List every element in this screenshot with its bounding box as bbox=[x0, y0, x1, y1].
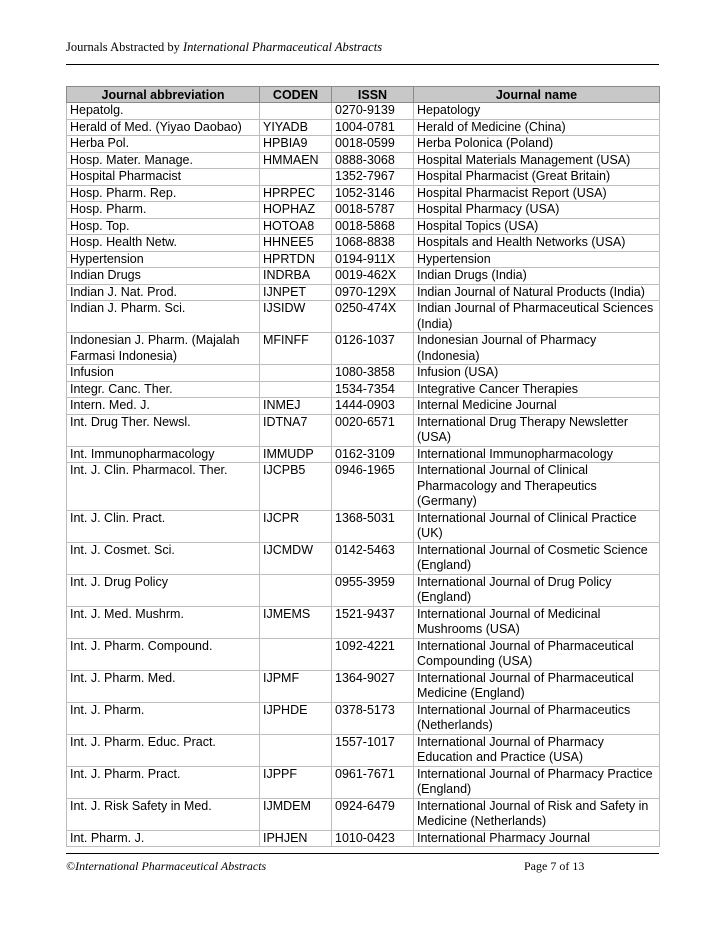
cell-journal-name: Indian Drugs (India) bbox=[414, 268, 660, 285]
cell-issn: 1352-7967 bbox=[332, 169, 414, 186]
cell-abbreviation: Indonesian J. Pharm. (Majalah Farmasi Indonesia) bbox=[67, 333, 260, 365]
table-row bbox=[67, 606, 660, 638]
table-row bbox=[67, 830, 660, 847]
cell-abbreviation: Infusion bbox=[67, 365, 260, 382]
cell-coden bbox=[260, 381, 332, 398]
cell-abbreviation: Int. J. Pharm. Pract. bbox=[67, 766, 260, 798]
table-row bbox=[67, 185, 660, 202]
cell-abbreviation: Int. J. Cosmet. Sci. bbox=[67, 542, 260, 574]
cell-journal-name: International Journal of Clinical Pharmacology and Therapeutics (Germany) bbox=[414, 463, 660, 511]
cell-coden: HPBIA9 bbox=[260, 136, 332, 153]
table-row bbox=[67, 202, 660, 219]
cell-abbreviation: Int. J. Risk Safety in Med. bbox=[67, 798, 260, 830]
cell-abbreviation: Int. Immunopharmacology bbox=[67, 446, 260, 463]
cell-issn: 0194-911X bbox=[332, 251, 414, 268]
cell-journal-name: International Journal of Pharmacy Practice (England) bbox=[414, 766, 660, 798]
cell-coden: IJSIDW bbox=[260, 301, 332, 333]
cell-journal-name: International Journal of Cosmetic Science (England) bbox=[414, 542, 660, 574]
cell-journal-name: Indonesian Journal of Pharmacy (Indonesia) bbox=[414, 333, 660, 365]
cell-abbreviation: Int. J. Pharm. Educ. Pract. bbox=[67, 734, 260, 766]
cell-coden: IMMUDP bbox=[260, 446, 332, 463]
cell-abbreviation: Int. J. Drug Policy bbox=[67, 574, 260, 606]
cell-issn: 0270-9139 bbox=[332, 103, 414, 120]
cell-abbreviation: Int. J. Med. Mushrm. bbox=[67, 606, 260, 638]
table-row bbox=[67, 169, 660, 186]
cell-coden: IJPPF bbox=[260, 766, 332, 798]
table-row bbox=[67, 119, 660, 136]
table-row bbox=[67, 218, 660, 235]
table-row bbox=[67, 510, 660, 542]
cell-issn: 0888-3068 bbox=[332, 152, 414, 169]
cell-coden: HOTOA8 bbox=[260, 218, 332, 235]
cell-coden: IJMDEM bbox=[260, 798, 332, 830]
cell-journal-name: International Pharmacy Journal bbox=[414, 830, 660, 847]
footer-rule bbox=[66, 853, 659, 854]
cell-journal-name: Indian Journal of Pharmaceutical Sciences (India) bbox=[414, 301, 660, 333]
table-header-row bbox=[67, 87, 660, 103]
cell-issn: 0924-6479 bbox=[332, 798, 414, 830]
footer-page-number: Page 7 of 13 bbox=[524, 859, 585, 873]
cell-journal-name: Integrative Cancer Therapies bbox=[414, 381, 660, 398]
cell-issn: 1444-0903 bbox=[332, 398, 414, 415]
cell-coden: INDRBA bbox=[260, 268, 332, 285]
cell-journal-name: Herald of Medicine (China) bbox=[414, 119, 660, 136]
table-row bbox=[67, 670, 660, 702]
table-row bbox=[67, 702, 660, 734]
cell-journal-name: International Immunopharmacology bbox=[414, 446, 660, 463]
table-row bbox=[67, 574, 660, 606]
cell-journal-name: International Drug Therapy Newsletter (USA) bbox=[414, 414, 660, 446]
cell-coden: IJPHDE bbox=[260, 702, 332, 734]
table-row bbox=[67, 798, 660, 830]
table-row bbox=[67, 103, 660, 120]
cell-journal-name: Hospital Pharmacist Report (USA) bbox=[414, 185, 660, 202]
cell-issn: 1092-4221 bbox=[332, 638, 414, 670]
cell-journal-name: International Journal of Risk and Safety in Medicine (Netherlands) bbox=[414, 798, 660, 830]
cell-journal-name: Hospital Pharmacist (Great Britain) bbox=[414, 169, 660, 186]
cell-journal-name: Indian Journal of Natural Products (India) bbox=[414, 284, 660, 301]
cell-abbreviation: Int. J. Pharm. Med. bbox=[67, 670, 260, 702]
cell-abbreviation: Hosp. Mater. Manage. bbox=[67, 152, 260, 169]
cell-abbreviation: Int. J. Clin. Pract. bbox=[67, 510, 260, 542]
cell-abbreviation: Hosp. Health Netw. bbox=[67, 235, 260, 252]
cell-coden: IJCPB5 bbox=[260, 463, 332, 511]
cell-coden bbox=[260, 103, 332, 120]
cell-coden bbox=[260, 574, 332, 606]
cell-journal-name: Herba Polonica (Poland) bbox=[414, 136, 660, 153]
cell-journal-name: Hospitals and Health Networks (USA) bbox=[414, 235, 660, 252]
cell-issn: 0142-5463 bbox=[332, 542, 414, 574]
cell-abbreviation: Hosp. Pharm. Rep. bbox=[67, 185, 260, 202]
table-body bbox=[67, 103, 660, 847]
cell-abbreviation: Herba Pol. bbox=[67, 136, 260, 153]
cell-journal-name: Infusion (USA) bbox=[414, 365, 660, 382]
column-header-abbreviation: Journal abbreviation bbox=[67, 87, 260, 103]
table-row bbox=[67, 542, 660, 574]
cell-journal-name: Hospital Topics (USA) bbox=[414, 218, 660, 235]
cell-coden: IJCMDW bbox=[260, 542, 332, 574]
table-row bbox=[67, 638, 660, 670]
cell-issn: 0955-3959 bbox=[332, 574, 414, 606]
cell-issn: 0378-5173 bbox=[332, 702, 414, 734]
table-row bbox=[67, 365, 660, 382]
cell-issn: 1052-3146 bbox=[332, 185, 414, 202]
cell-coden: INMEJ bbox=[260, 398, 332, 415]
cell-coden bbox=[260, 169, 332, 186]
cell-coden: HMMAEN bbox=[260, 152, 332, 169]
cell-coden: MFINFF bbox=[260, 333, 332, 365]
header-source: International Pharmaceutical Abstracts bbox=[183, 40, 383, 54]
page-header bbox=[66, 40, 382, 55]
cell-coden bbox=[260, 638, 332, 670]
cell-issn: 0946-1965 bbox=[332, 463, 414, 511]
cell-journal-name: Hospital Pharmacy (USA) bbox=[414, 202, 660, 219]
table-row bbox=[67, 463, 660, 511]
cell-coden: HPRTDN bbox=[260, 251, 332, 268]
cell-issn: 0019-462X bbox=[332, 268, 414, 285]
cell-abbreviation: Hypertension bbox=[67, 251, 260, 268]
cell-journal-name: International Journal of Medicinal Mushrooms (USA) bbox=[414, 606, 660, 638]
cell-abbreviation: Intern. Med. J. bbox=[67, 398, 260, 415]
cell-issn: 1368-5031 bbox=[332, 510, 414, 542]
cell-abbreviation: Herald of Med. (Yiyao Daobao) bbox=[67, 119, 260, 136]
cell-issn: 1004-0781 bbox=[332, 119, 414, 136]
cell-coden: IPHJEN bbox=[260, 830, 332, 847]
cell-journal-name: Hepatology bbox=[414, 103, 660, 120]
cell-issn: 0250-474X bbox=[332, 301, 414, 333]
cell-journal-name: International Journal of Pharmacy Education and Practice (USA) bbox=[414, 734, 660, 766]
column-header-journal-name: Journal name bbox=[414, 87, 660, 103]
column-header-issn: ISSN bbox=[332, 87, 414, 103]
cell-issn: 1068-8838 bbox=[332, 235, 414, 252]
footer-copyright: ©International Pharmaceutical Abstracts bbox=[66, 859, 267, 873]
cell-issn: 0126-1037 bbox=[332, 333, 414, 365]
cell-issn: 0970-129X bbox=[332, 284, 414, 301]
cell-journal-name: Hospital Materials Management (USA) bbox=[414, 152, 660, 169]
cell-abbreviation: Integr. Canc. Ther. bbox=[67, 381, 260, 398]
table-row bbox=[67, 381, 660, 398]
header-rule bbox=[66, 64, 659, 65]
cell-abbreviation: Hospital Pharmacist bbox=[67, 169, 260, 186]
table-row bbox=[67, 398, 660, 415]
cell-issn: 1557-1017 bbox=[332, 734, 414, 766]
cell-coden: IJCPR bbox=[260, 510, 332, 542]
cell-issn: 1010-0423 bbox=[332, 830, 414, 847]
journals-table bbox=[66, 86, 660, 847]
table-row bbox=[67, 152, 660, 169]
cell-issn: 0020-6571 bbox=[332, 414, 414, 446]
cell-issn: 0961-7671 bbox=[332, 766, 414, 798]
table-row bbox=[67, 136, 660, 153]
table-row bbox=[67, 301, 660, 333]
cell-coden: IDTNA7 bbox=[260, 414, 332, 446]
table-row bbox=[67, 284, 660, 301]
cell-abbreviation: Int. J. Pharm. bbox=[67, 702, 260, 734]
cell-issn: 1080-3858 bbox=[332, 365, 414, 382]
cell-coden: HPRPEC bbox=[260, 185, 332, 202]
cell-abbreviation: Hepatolg. bbox=[67, 103, 260, 120]
cell-coden: IJMEMS bbox=[260, 606, 332, 638]
table-row bbox=[67, 251, 660, 268]
cell-issn: 0018-5868 bbox=[332, 218, 414, 235]
table-row bbox=[67, 446, 660, 463]
cell-journal-name: International Journal of Pharmaceutical Medicine (England) bbox=[414, 670, 660, 702]
cell-issn: 0162-3109 bbox=[332, 446, 414, 463]
cell-issn: 1534-7354 bbox=[332, 381, 414, 398]
cell-abbreviation: Int. J. Clin. Pharmacol. Ther. bbox=[67, 463, 260, 511]
cell-abbreviation: Hosp. Pharm. bbox=[67, 202, 260, 219]
cell-coden: HOPHAZ bbox=[260, 202, 332, 219]
cell-journal-name: Hypertension bbox=[414, 251, 660, 268]
cell-issn: 1521-9437 bbox=[332, 606, 414, 638]
cell-abbreviation: Int. Drug Ther. Newsl. bbox=[67, 414, 260, 446]
cell-journal-name: International Journal of Clinical Practice (UK) bbox=[414, 510, 660, 542]
cell-coden: HHNEE5 bbox=[260, 235, 332, 252]
cell-journal-name: International Journal of Pharmaceutical Compounding (USA) bbox=[414, 638, 660, 670]
table-row bbox=[67, 734, 660, 766]
cell-coden: IJNPET bbox=[260, 284, 332, 301]
cell-coden: IJPMF bbox=[260, 670, 332, 702]
cell-abbreviation: Int. J. Pharm. Compound. bbox=[67, 638, 260, 670]
cell-issn: 1364-9027 bbox=[332, 670, 414, 702]
table-row bbox=[67, 766, 660, 798]
cell-coden: YIYADB bbox=[260, 119, 332, 136]
cell-journal-name: Internal Medicine Journal bbox=[414, 398, 660, 415]
column-header-coden: CODEN bbox=[260, 87, 332, 103]
cell-abbreviation: Int. Pharm. J. bbox=[67, 830, 260, 847]
header-prefix: Journals Abstracted by bbox=[66, 40, 180, 54]
cell-journal-name: International Journal of Drug Policy (England) bbox=[414, 574, 660, 606]
cell-coden bbox=[260, 734, 332, 766]
table-row bbox=[67, 268, 660, 285]
cell-issn: 0018-5787 bbox=[332, 202, 414, 219]
cell-coden bbox=[260, 365, 332, 382]
cell-abbreviation: Indian J. Pharm. Sci. bbox=[67, 301, 260, 333]
table-row bbox=[67, 235, 660, 252]
cell-journal-name: International Journal of Pharmaceutics (Netherlands) bbox=[414, 702, 660, 734]
table-row bbox=[67, 414, 660, 446]
cell-abbreviation: Hosp. Top. bbox=[67, 218, 260, 235]
cell-issn: 0018-0599 bbox=[332, 136, 414, 153]
cell-abbreviation: Indian Drugs bbox=[67, 268, 260, 285]
table-row bbox=[67, 333, 660, 365]
cell-abbreviation: Indian J. Nat. Prod. bbox=[67, 284, 260, 301]
